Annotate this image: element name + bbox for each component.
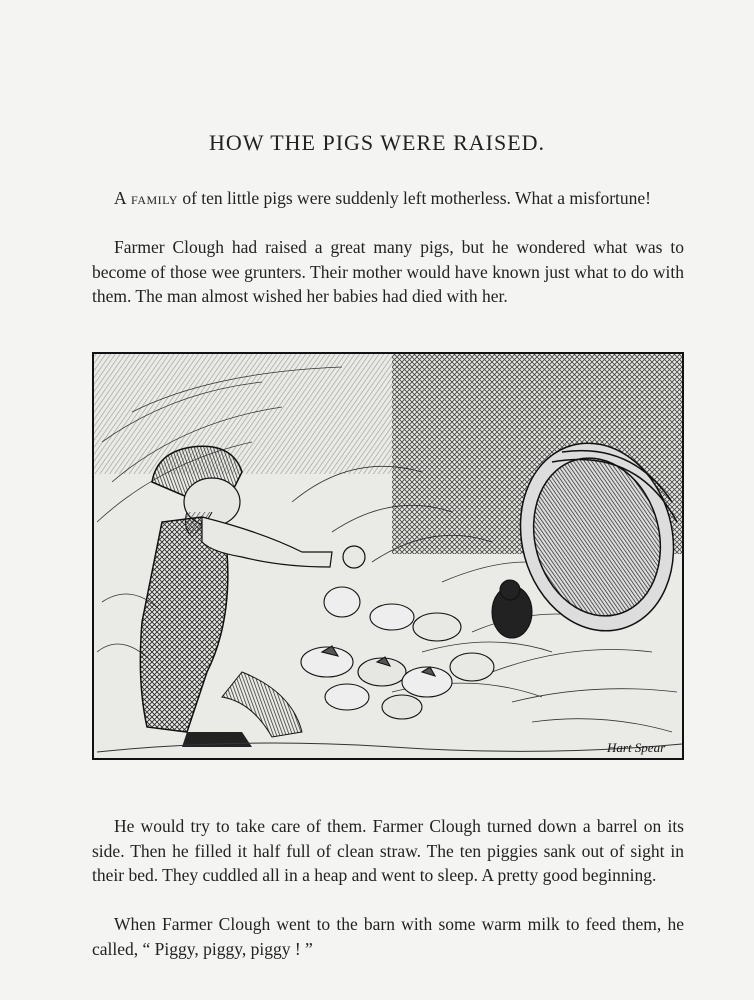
paragraph-2: Farmer Clough had raised a great many pigs, but he wondered what was to become of those wee grunters. Their mother would have known just what to do with them. The man almost wished her babies had died with her. bbox=[92, 237, 684, 306]
farmer-pigs-illustration bbox=[92, 352, 684, 792]
paragraph-4: When Farmer Clough went to the barn with some warm milk to feed them, he called, “ Piggy, piggy, piggy ! ” bbox=[92, 914, 684, 959]
paragraph-1-lead: A family bbox=[114, 188, 178, 208]
page-title: HOW THE PIGS WERE RAISED. bbox=[208, 130, 546, 155]
hay-background bbox=[94, 354, 392, 474]
artist-signature: Hart Spear bbox=[607, 740, 666, 755]
paragraph-3: He would try to take care of them. Farmer Clough turned down a barrel on its side. Then he filled it half full of clean straw. The ten piggies sank out of sight in their bed. They cuddled all in a heap and went to sleep. A pretty good beginning. bbox=[92, 816, 684, 885]
paragraph-1-text: of ten little pigs were suddenly left motherless. What a misfortune! bbox=[177, 188, 651, 208]
paragraph-1 bbox=[92, 186, 684, 211]
